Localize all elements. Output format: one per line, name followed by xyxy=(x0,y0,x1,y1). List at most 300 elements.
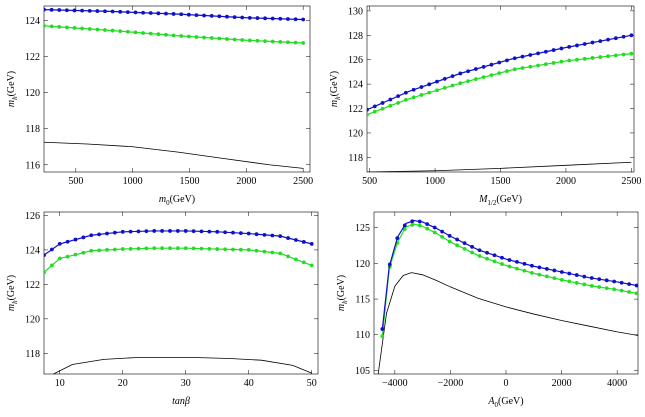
series-point xyxy=(470,245,474,249)
series-point xyxy=(160,246,164,250)
plot-frame xyxy=(374,212,638,374)
y-tick-label: 124 xyxy=(25,15,40,27)
series-point xyxy=(629,52,633,56)
series-point xyxy=(620,289,624,293)
series-point xyxy=(240,16,244,20)
series-point xyxy=(65,26,69,30)
series-point xyxy=(606,38,610,42)
series-point xyxy=(192,229,196,233)
series-point xyxy=(433,226,437,230)
series-point xyxy=(404,98,408,102)
y-tick-label: 128 xyxy=(348,30,363,42)
y-tick-label: 122 xyxy=(25,52,40,64)
series-point xyxy=(583,57,587,61)
series-point xyxy=(42,24,46,28)
series-point xyxy=(425,222,429,226)
x-axis-label-unit: (GeV) xyxy=(169,194,196,205)
series-point xyxy=(381,107,385,111)
series-point xyxy=(537,265,541,269)
series-point xyxy=(635,284,639,288)
series-point xyxy=(530,271,534,275)
series-point xyxy=(582,283,586,287)
series-point xyxy=(215,247,219,251)
series-point xyxy=(388,98,392,102)
series-point xyxy=(597,285,601,289)
series-point xyxy=(544,62,548,66)
series-point xyxy=(404,91,408,95)
series-point xyxy=(207,247,211,251)
series-point xyxy=(210,36,214,40)
y-axis-label xyxy=(6,71,19,107)
series-point xyxy=(466,69,470,73)
series-point xyxy=(111,29,115,33)
series-point xyxy=(396,101,400,105)
series-point xyxy=(435,88,439,92)
x-axis-label xyxy=(487,396,523,409)
x-tick-label: 500 xyxy=(68,176,84,187)
series-point xyxy=(126,10,130,14)
series-point xyxy=(50,24,54,28)
series-point xyxy=(567,45,571,49)
x-axis-label-main: A xyxy=(488,396,495,407)
y-axis-label-sub: h xyxy=(11,96,19,100)
series-point xyxy=(80,9,84,13)
series-point xyxy=(523,269,527,273)
series-point xyxy=(239,248,243,252)
series-point xyxy=(455,238,459,242)
series-point xyxy=(200,247,204,251)
series-point xyxy=(294,257,298,261)
series-point xyxy=(485,257,489,261)
y-axis-label-main: m xyxy=(336,303,347,312)
series-point xyxy=(591,41,595,45)
y-axis-label xyxy=(6,275,19,311)
y-tick-label: 116 xyxy=(25,160,40,172)
series-point xyxy=(164,33,168,37)
series-point xyxy=(560,278,564,282)
series-point xyxy=(286,17,290,21)
series-point xyxy=(137,247,141,251)
series-point xyxy=(590,276,594,280)
x-tick-label: 10 xyxy=(54,378,65,389)
series-point xyxy=(412,88,416,92)
series-point xyxy=(536,64,540,68)
series-point xyxy=(263,16,267,20)
series-point xyxy=(187,13,191,17)
series-point xyxy=(528,53,532,57)
series-point xyxy=(560,270,564,274)
chart-panel-3 xyxy=(6,211,318,407)
series-point xyxy=(149,32,153,36)
x-tick-label: 50 xyxy=(306,378,317,389)
series-point xyxy=(172,12,176,16)
x-tick-label: 2000 xyxy=(555,176,576,187)
series-point xyxy=(111,10,115,14)
series-point xyxy=(420,93,424,97)
series-point xyxy=(294,238,298,242)
series-point xyxy=(478,248,482,252)
series-point xyxy=(410,223,414,227)
series-point xyxy=(141,31,145,35)
series-point xyxy=(500,262,504,266)
series-point xyxy=(81,251,85,255)
series-point xyxy=(256,39,260,43)
series-point xyxy=(521,66,525,70)
series-point xyxy=(248,16,252,20)
series-point xyxy=(215,230,219,234)
series-point xyxy=(598,55,602,59)
series-point xyxy=(89,249,93,253)
x-axis-label-sub: 0 xyxy=(494,401,499,409)
series-point xyxy=(255,232,259,236)
series-point xyxy=(247,248,251,252)
series-point xyxy=(443,77,447,81)
series-point xyxy=(118,10,122,14)
series-point xyxy=(263,233,267,237)
series-point xyxy=(210,14,214,18)
series-point xyxy=(605,286,609,290)
series-point xyxy=(195,13,199,17)
series-point xyxy=(223,247,227,251)
series-point xyxy=(113,231,117,235)
series-point xyxy=(225,37,229,41)
series-point xyxy=(537,273,541,277)
series-point xyxy=(89,233,93,237)
x-tick-label: 2000 xyxy=(551,378,572,389)
x-tick-label: −4000 xyxy=(382,378,408,389)
series-point xyxy=(575,273,579,277)
x-axis-label xyxy=(478,194,522,207)
series-point xyxy=(231,231,235,235)
series-point xyxy=(152,246,156,250)
x-tick-label: 2500 xyxy=(293,176,314,187)
series-point xyxy=(493,260,497,264)
series-point xyxy=(81,236,85,240)
series-point xyxy=(513,67,517,71)
series-point xyxy=(141,11,145,15)
series-point xyxy=(310,264,314,268)
chart-panel-4 xyxy=(336,212,639,409)
series-point xyxy=(121,230,125,234)
series-point xyxy=(95,9,99,13)
y-axis-label-sub: h xyxy=(334,96,342,100)
series-point xyxy=(575,281,579,285)
series-point xyxy=(88,9,92,13)
series-point xyxy=(536,51,540,55)
series-point xyxy=(113,248,117,252)
series-point xyxy=(451,84,455,88)
series-point xyxy=(508,265,512,269)
y-tick-label: 115 xyxy=(355,294,370,306)
series-point xyxy=(152,229,156,233)
series-point xyxy=(73,26,77,30)
series-point xyxy=(560,60,564,64)
series-point xyxy=(176,246,180,250)
series-point xyxy=(192,247,196,251)
series-point xyxy=(635,291,639,295)
series-point xyxy=(515,260,519,264)
y-tick-label: 122 xyxy=(25,279,40,291)
series-point xyxy=(137,229,141,233)
x-axis-label xyxy=(172,396,190,407)
series-point xyxy=(451,74,455,78)
series-point xyxy=(184,246,188,250)
series-point xyxy=(388,104,392,108)
y-tick-label: 118 xyxy=(348,152,363,164)
series-point xyxy=(278,40,282,44)
series-point xyxy=(365,108,369,112)
y-axis-label-unit: (GeV) xyxy=(6,70,17,97)
series-point xyxy=(270,251,274,255)
series-point xyxy=(410,219,414,223)
series-point xyxy=(508,258,512,262)
series-group xyxy=(42,8,305,169)
series-point xyxy=(168,229,172,233)
series-point xyxy=(50,248,54,252)
series-point xyxy=(57,8,61,12)
series-point xyxy=(583,42,587,46)
series-point xyxy=(88,27,92,31)
series-point xyxy=(270,234,274,238)
series-point xyxy=(231,248,235,252)
y-axis-label xyxy=(329,71,342,107)
series-point xyxy=(493,253,497,257)
series-point xyxy=(388,262,392,266)
series-point xyxy=(622,53,626,57)
series-point xyxy=(126,30,130,34)
series-point xyxy=(217,14,221,18)
series-point xyxy=(412,95,416,99)
series-point xyxy=(545,267,549,271)
series-point xyxy=(301,18,305,22)
series-point xyxy=(365,113,369,117)
series-point xyxy=(523,262,527,266)
y-axis-label xyxy=(336,275,349,311)
series-point xyxy=(614,53,618,57)
series-point xyxy=(575,58,579,62)
y-axis-label-sub: h xyxy=(11,300,19,304)
y-axis-label-sub: h xyxy=(341,300,349,304)
series-point xyxy=(57,25,61,29)
series-point xyxy=(271,17,275,21)
series-point xyxy=(156,32,160,36)
series-point xyxy=(598,39,602,43)
x-axis-label xyxy=(159,194,195,207)
y-tick-label: 122 xyxy=(348,104,363,116)
series-point xyxy=(380,334,384,338)
series-point xyxy=(490,73,494,77)
series-point xyxy=(490,63,494,67)
plot-frame xyxy=(44,6,310,172)
x-tick-label: 1500 xyxy=(179,176,200,187)
series-point xyxy=(403,223,407,227)
series-point xyxy=(627,290,631,294)
series-point xyxy=(65,8,69,12)
series-point xyxy=(443,86,447,90)
x-tick-label: 1000 xyxy=(122,176,143,187)
series-point xyxy=(144,247,148,251)
series-group xyxy=(365,33,633,172)
y-tick-label: 130 xyxy=(348,6,363,18)
series-point xyxy=(66,255,70,259)
series-point xyxy=(485,251,489,255)
series-point xyxy=(482,65,486,69)
chart-panel-1 xyxy=(6,6,313,207)
series-point xyxy=(118,29,122,33)
series-point xyxy=(225,15,229,19)
series-point xyxy=(380,327,384,331)
series-point xyxy=(202,36,206,40)
x-tick-label: 20 xyxy=(117,378,128,389)
series-group xyxy=(378,219,638,374)
series-point xyxy=(545,275,549,279)
series-point xyxy=(271,40,275,44)
series-point xyxy=(552,276,556,280)
series-point xyxy=(620,281,624,285)
series-point xyxy=(240,38,244,42)
y-tick-label: 120 xyxy=(25,314,40,326)
series-point xyxy=(582,275,586,279)
series-point xyxy=(544,50,548,54)
series-point xyxy=(80,27,84,31)
series-point xyxy=(474,77,478,81)
series-point xyxy=(396,94,400,98)
series-point xyxy=(301,41,305,45)
series-point xyxy=(294,17,298,21)
x-tick-label: 2000 xyxy=(236,176,257,187)
series-point xyxy=(433,231,437,235)
series-point xyxy=(207,230,211,234)
series-point xyxy=(513,56,517,60)
series-point xyxy=(179,12,183,16)
series-point xyxy=(497,61,501,65)
series-point xyxy=(263,250,267,254)
series-point xyxy=(233,15,237,19)
x-axis-label-unit: (GeV) xyxy=(496,194,522,205)
series-point xyxy=(310,242,314,246)
series-point xyxy=(418,224,422,228)
series-point xyxy=(278,17,282,21)
series-point xyxy=(160,229,164,233)
x-axis-label-sub: 1/2 xyxy=(487,199,497,207)
series-point xyxy=(95,28,99,32)
series-point xyxy=(74,253,78,257)
series-point xyxy=(463,247,467,251)
series-point xyxy=(202,14,206,18)
series-point xyxy=(134,11,138,15)
series-point xyxy=(129,230,133,234)
series-point xyxy=(466,79,470,83)
y-tick-label: 120 xyxy=(25,88,40,100)
series-point xyxy=(302,240,306,244)
series-point xyxy=(591,56,595,60)
x-axis-label-main: M xyxy=(479,194,488,205)
x-tick-label: 30 xyxy=(180,378,191,389)
x-tick-label: 40 xyxy=(243,378,254,389)
series-point xyxy=(373,110,377,114)
series-point xyxy=(73,9,77,13)
series-point xyxy=(505,58,509,62)
y-axis-label-main: m xyxy=(6,303,17,312)
series-group xyxy=(42,229,314,374)
y-tick-label: 124 xyxy=(25,245,40,257)
series-point xyxy=(74,238,78,242)
series-point xyxy=(42,8,46,12)
series-point xyxy=(567,279,571,283)
series-point xyxy=(66,240,70,244)
y-tick-label: 120 xyxy=(348,128,363,140)
x-axis-label-main: m xyxy=(158,194,167,205)
series-point xyxy=(427,91,431,95)
series-point xyxy=(455,243,459,247)
series-point xyxy=(505,69,509,73)
y-axis-label-main: m xyxy=(329,99,340,108)
series-point xyxy=(247,232,251,236)
series-point xyxy=(278,234,282,238)
y-tick-label: 118 xyxy=(25,124,40,136)
series-point xyxy=(134,30,138,34)
series-point xyxy=(105,232,109,236)
x-tick-label: 2500 xyxy=(621,176,642,187)
series-point xyxy=(184,229,188,233)
series-point xyxy=(195,35,199,39)
series-point xyxy=(294,41,298,45)
series-point xyxy=(435,80,439,84)
series-point xyxy=(497,71,501,75)
series-point xyxy=(418,220,422,224)
series-point xyxy=(164,12,168,16)
series-point xyxy=(58,257,62,261)
series-point xyxy=(248,39,252,43)
series-point xyxy=(597,277,601,281)
series-line-3 xyxy=(44,142,303,168)
series-point xyxy=(50,264,54,268)
series-point xyxy=(500,256,504,260)
series-point xyxy=(612,280,616,284)
series-point xyxy=(627,282,631,286)
series-point xyxy=(458,81,462,85)
series-point xyxy=(179,34,183,38)
x-tick-label: 1500 xyxy=(490,176,511,187)
series-point xyxy=(168,246,172,250)
x-axis-label-unit: (GeV) xyxy=(498,396,524,407)
series-point xyxy=(373,104,377,108)
series-point xyxy=(474,67,478,71)
series-point xyxy=(58,242,62,246)
series-point xyxy=(463,241,467,245)
series-point xyxy=(286,254,290,258)
x-tick-label: 1000 xyxy=(425,176,446,187)
series-point xyxy=(530,264,534,268)
series-point xyxy=(612,287,616,291)
series-point xyxy=(223,230,227,234)
series-point xyxy=(302,261,306,265)
y-tick-label: 105 xyxy=(355,365,370,377)
series-point xyxy=(605,278,609,282)
series-line-3 xyxy=(367,162,631,172)
plot-frame xyxy=(367,6,634,172)
series-point xyxy=(200,229,204,233)
series-point xyxy=(552,61,556,65)
series-point xyxy=(575,44,579,48)
series-point xyxy=(121,247,125,251)
x-tick-label: 4000 xyxy=(607,378,628,389)
series-point xyxy=(42,253,46,257)
series-point xyxy=(103,28,107,32)
y-axis-label-unit: (GeV) xyxy=(336,274,347,301)
series-point xyxy=(278,251,282,255)
series-point xyxy=(521,55,525,59)
